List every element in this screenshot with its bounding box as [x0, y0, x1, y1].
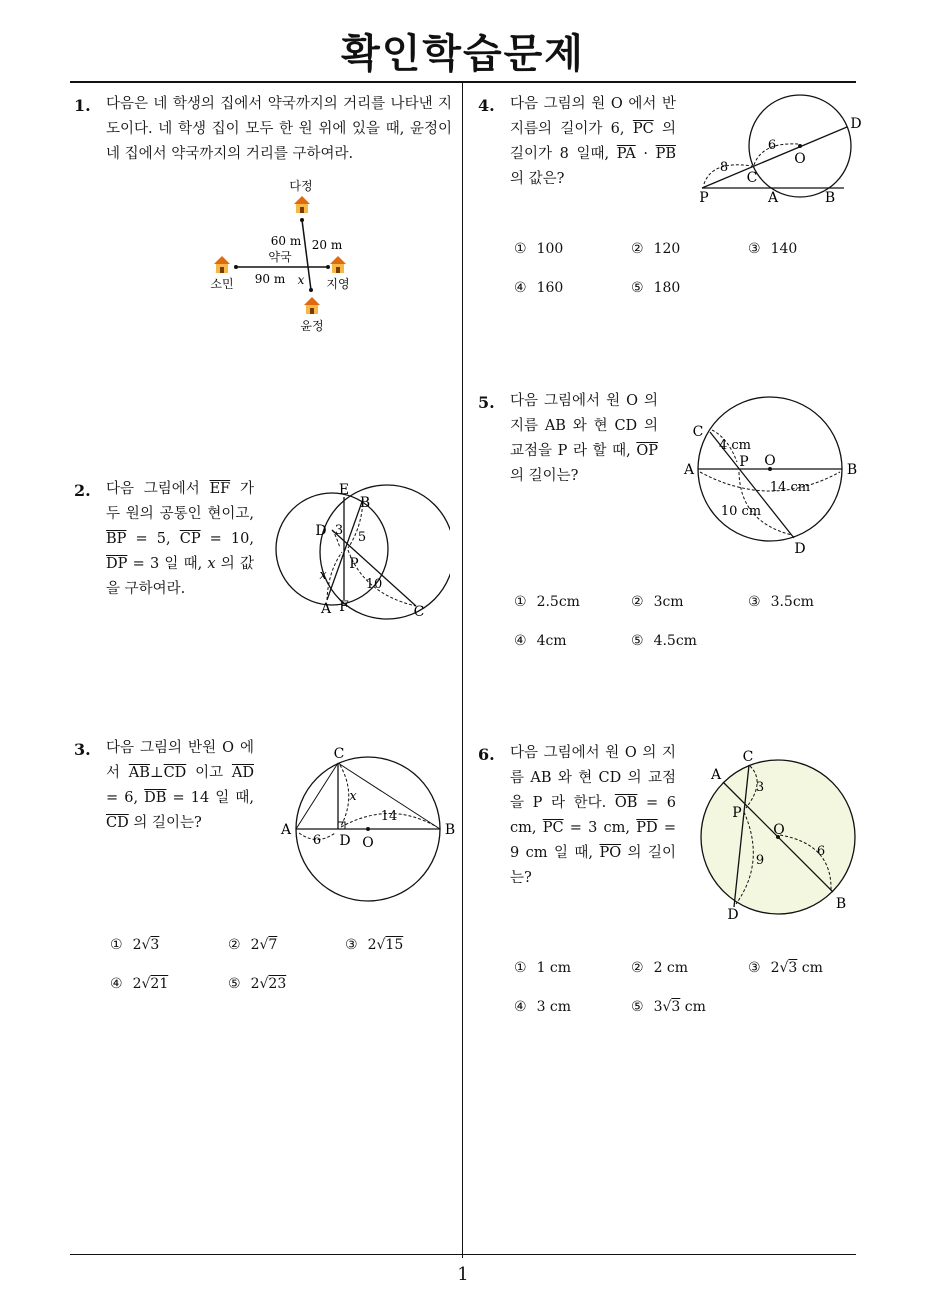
label-O: O: [362, 835, 374, 851]
label-B: B: [824, 190, 836, 206]
label-B: B: [846, 462, 858, 478]
house-icon: [214, 256, 230, 273]
label-jiyoung: 지영: [326, 277, 350, 291]
q4-option-2[interactable]: ② 120: [631, 241, 681, 257]
label-C: C: [333, 746, 345, 762]
label-A: A: [280, 822, 292, 838]
q2-text: 다음 그림에서 $\overline{EF}$ 가 두 원의 공통인 현이고, $\overline{BP} = 5$, $\overline{CP} = 10$, $\overline{DP} = 3$ 일 때, x 의 값을 구하여라.: [106, 481, 255, 597]
q5-option-1[interactable]: ① 2.5cm: [514, 594, 580, 610]
q3-option-2[interactable]: ② 2√7: [228, 937, 278, 953]
q2-figure: [270, 482, 450, 622]
q6-option-1[interactable]: ① 1 cm: [514, 960, 572, 976]
q4-option-1[interactable]: ① 100: [514, 241, 564, 257]
q6-option-4[interactable]: ④ 3 cm: [514, 999, 572, 1015]
house-icon: [330, 256, 346, 273]
label-P: P: [739, 454, 749, 470]
bottom-rule: [70, 1254, 856, 1255]
label-8: 8: [719, 160, 729, 175]
q2-number: 2.: [74, 481, 91, 500]
label-P: P: [349, 556, 359, 572]
q3-option-5[interactable]: ⑤ 2√23: [228, 976, 287, 992]
q6-option-5[interactable]: ⑤ 3√3 cm: [631, 999, 706, 1015]
label-D: D: [850, 116, 862, 132]
label-x: x: [349, 789, 357, 804]
label-O: O: [773, 822, 785, 838]
q3-option-3[interactable]: ③ 2√15: [345, 937, 404, 953]
q6-option-3[interactable]: ③ 2√3 cm: [748, 960, 823, 976]
column-divider: [462, 82, 463, 1258]
q1-number: 1.: [74, 96, 91, 115]
q4-option-3[interactable]: ③ 140: [748, 241, 798, 257]
label-3: 3: [334, 523, 344, 538]
q5-number: 5.: [478, 393, 495, 412]
q5-option-3[interactable]: ③ 3.5cm: [748, 594, 814, 610]
q1-figure: [200, 170, 370, 335]
label-O: O: [794, 151, 806, 167]
house-icon: [294, 196, 310, 213]
label-C: C: [413, 604, 425, 620]
label-60m: 60 m: [270, 234, 302, 248]
label-10cm: 10 cm: [720, 504, 762, 519]
q3-option-4[interactable]: ④ 2√21: [110, 976, 169, 992]
label-D: D: [727, 907, 739, 921]
q3-number: 3.: [74, 740, 91, 759]
label-C: C: [692, 424, 704, 440]
q4-figure: [692, 90, 872, 210]
q3-option-1[interactable]: ① 2√3: [110, 937, 160, 953]
label-P: P: [699, 190, 709, 206]
q5-option-5[interactable]: ⑤ 4.5cm: [631, 633, 697, 649]
label-E: E: [338, 482, 350, 498]
label-P: P: [732, 805, 742, 821]
label-A: A: [320, 601, 332, 617]
q5-text: 다음 그림에서 원 O 의 지름 AB 와 현 CD 의 교점을 P 라 할 때, $\overline{OP}$ 의 길이는?: [510, 393, 658, 484]
label-6: 6: [312, 833, 322, 848]
q6-number: 6.: [478, 745, 495, 764]
label-O: O: [764, 453, 776, 469]
label-10: 10: [365, 577, 383, 592]
label-14cm: 14 cm: [769, 480, 811, 495]
house-icon: [304, 297, 320, 314]
q5-option-4[interactable]: ④ 4cm: [514, 633, 567, 649]
label-6: 6: [816, 844, 826, 859]
page-number: 1: [457, 1264, 469, 1285]
label-B: B: [359, 495, 371, 511]
label-B: B: [835, 896, 847, 912]
q5-option-2[interactable]: ② 3cm: [631, 594, 684, 610]
q4-option-4[interactable]: ④ 160: [514, 280, 564, 296]
q4-number: 4.: [478, 96, 495, 115]
top-rule: [70, 81, 856, 83]
label-x: x: [319, 568, 327, 583]
label-D: D: [315, 523, 327, 539]
q6-text: 다음 그림에서 원 O 의 지름 AB 와 현 CD 의 교점을 P 라 한다. $\overline{OB} = 6$ cm, $\overline{PC} = 3$ cm, $\overline{PD} = 9$ cm 일 때, $\overline{PO}$ 의 길이는?: [510, 745, 676, 886]
label-somin: 소민: [210, 277, 234, 291]
q4-text: 다음 그림의 원 O 에서 반지름의 길이가 6, $\overline{PC}$ 의 길이가 8 일때, $\overline{PA} \cdot \overline{PB}$ 의 값은?: [510, 96, 676, 187]
label-D: D: [339, 833, 351, 849]
label-14: 14: [380, 809, 398, 824]
label-dajeong: 다정: [289, 179, 313, 193]
label-D: D: [794, 541, 806, 557]
label-C: C: [746, 170, 758, 186]
label-20m: 20 m: [311, 238, 343, 252]
label-x: x: [297, 273, 305, 287]
q5-figure: [680, 392, 870, 562]
label-4cm: 4 cm: [718, 438, 752, 453]
label-90m: 90 m: [254, 272, 286, 286]
label-5: 5: [357, 530, 367, 545]
q1-text: 다음은 네 학생의 집에서 약국까지의 거리를 나타낸 지도이다. 네 학생 집이 모두 한 원 위에 있을 때, 윤정이네 집에서 약국까지의 거리를 구하여라.: [106, 96, 452, 162]
label-B: B: [444, 822, 456, 838]
q6-option-2[interactable]: ② 2 cm: [631, 960, 689, 976]
label-C: C: [742, 749, 754, 765]
label-yunjeong: 윤정: [300, 319, 324, 333]
label-3: 3: [755, 780, 765, 795]
label-6: 6: [767, 138, 777, 153]
label-A: A: [710, 767, 722, 783]
q4-option-5[interactable]: ⑤ 180: [631, 280, 681, 296]
label-pharmacy: 약국: [268, 250, 292, 264]
q3-text: 다음 그림의 반원 O 에서 $\overline{AB}\perp\overline{CD}$ 이고 $\overline{AD} = 6$, $\overline{DB} = 14$ 일 때, $\overline{CD}$ 의 길이는?: [106, 740, 254, 831]
label-A: A: [767, 190, 779, 206]
label-A: A: [683, 462, 695, 478]
page-title: 확인학습문제: [341, 31, 585, 77]
label-9: 9: [755, 853, 765, 868]
q6-figure: [690, 746, 870, 921]
q3-figure: [275, 740, 460, 910]
label-F: F: [339, 599, 349, 615]
